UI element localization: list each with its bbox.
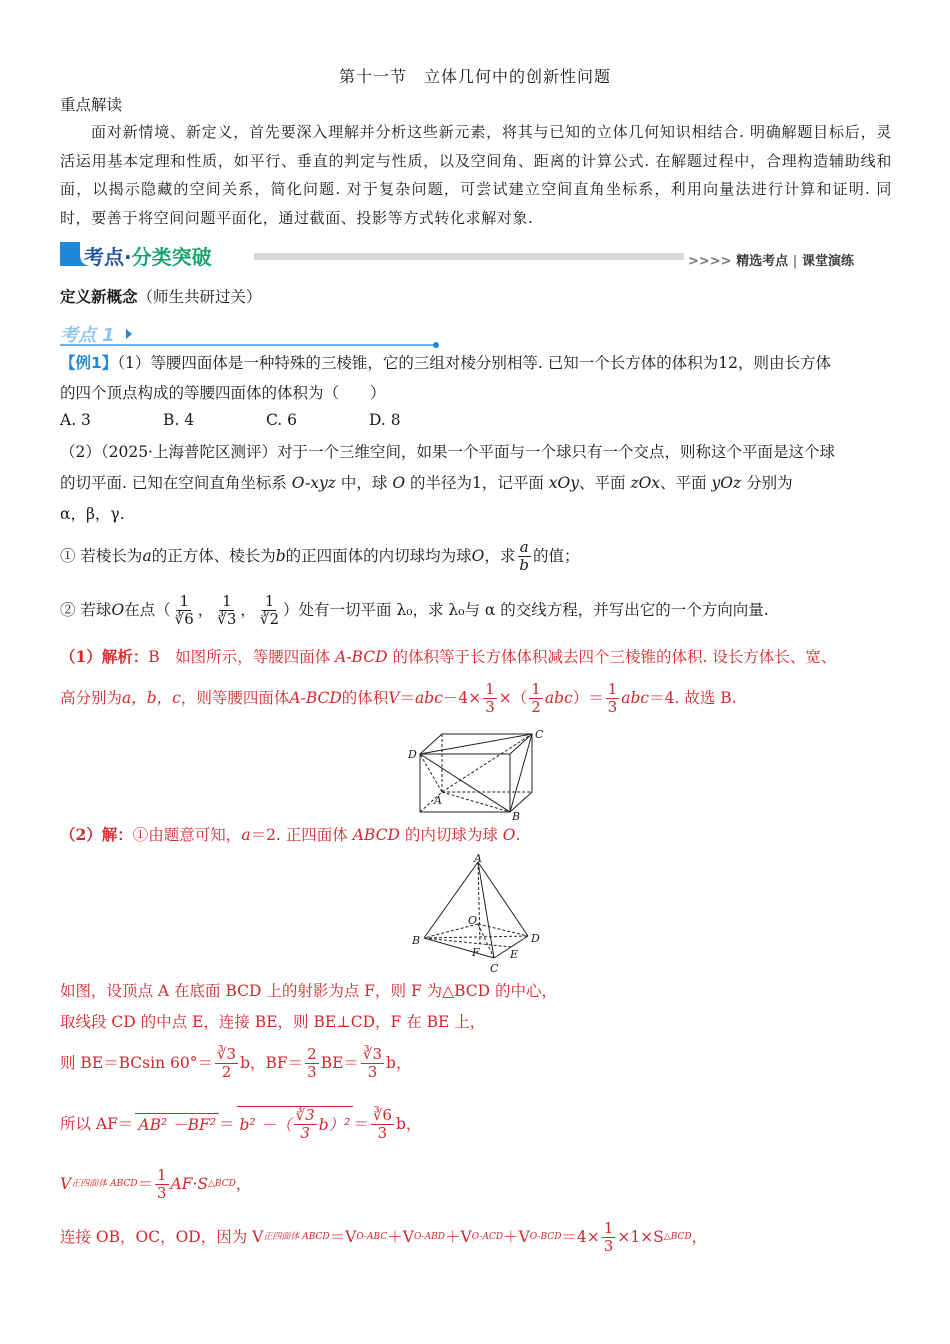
frac-den: 3 [367,1062,378,1081]
t: ＋V [387,1228,414,1246]
fraction [173,593,196,628]
t: abc [544,689,573,707]
t: O-ABC [356,1232,388,1242]
t: ×1×S [617,1228,664,1246]
fraction [258,593,281,628]
example-p1-line1 [60,352,900,374]
t: V [388,689,400,707]
frac-den: 3 [300,1124,310,1142]
page-title: 第十一节 立体几何中的创新性问题 [338,67,611,86]
kaodian-badge [60,321,440,351]
kaodian-dot [433,342,439,348]
fraction [371,1107,394,1142]
fraction [215,593,238,628]
frac-num: 1 [264,591,275,610]
t: b， [395,1115,422,1133]
t: ）＝ [572,689,604,707]
fraction [483,681,497,716]
frac-den: 3 [156,1183,167,1202]
t: . [515,826,521,844]
option-d: D. 8 [369,411,401,429]
t: ABCD [352,826,400,844]
sqrt-expression-2 [237,1106,354,1142]
t: 的切平面. 已知在空间直角坐标系 [60,474,292,492]
solution-1-line1 [60,646,900,668]
tetra-edge-dc [420,734,532,754]
t: ＝2. 正四面体 [250,826,353,844]
fraction [602,1220,616,1255]
t: b² －（ [239,1115,292,1134]
t: ，则等腰四面体 [180,689,290,707]
t: 的内切球为球 [399,826,503,844]
solution-line-3 [60,1040,900,1086]
banner-right-a: 精选考点 [736,254,789,269]
t: 则 BE＝BCsin 60°＝ [60,1054,213,1072]
frac-den: ∛2 [259,609,280,628]
edge-bd-hidden [424,936,528,938]
edge-ad [478,862,528,936]
option-c: C. 6 [266,411,298,429]
t: 的体积 [341,689,389,707]
frac-den: 3 [377,1123,388,1142]
frac-den: 3 [307,1062,317,1081]
label-d: D [408,748,417,761]
t: 中，球 [335,474,393,492]
solution-label: （1）解析： [60,647,149,666]
label-d: D [531,932,540,945]
t: 高分别为 [60,689,123,707]
t: BE＝ [320,1054,359,1072]
fraction [606,681,620,716]
t: ，求 [484,547,516,565]
t: ）处有一切平面 λ₀，求 λ₀与 α 的交线方程，并写出它的一个方向向量. [283,601,769,619]
fraction-a-over-b [517,539,531,574]
example-p2-line2 [60,472,900,494]
t: ① 若棱长为 [60,547,143,565]
frac-num: ∛3 [362,1044,383,1063]
option-b: B. 4 [163,411,195,429]
t: ＝V [329,1228,357,1246]
frac-den: b [519,555,529,574]
t: ＝ [218,1115,235,1133]
label-a: A [474,852,482,865]
t: ＋V [503,1228,530,1246]
section-heading-note: （师生共研过关） [137,288,262,306]
fraction [305,1046,319,1081]
solution-1-line2 [60,676,900,720]
example-p1-line2: 的四个顶点构成的等腰四面体的体积为（ ） [60,384,386,402]
frac-num: ∛3 [295,1106,315,1124]
t: 、平面 [579,474,631,492]
label-o: O [468,914,478,927]
t: b）² [318,1115,351,1134]
frac-den: 3 [607,697,618,716]
t: AF·S [170,1175,209,1193]
intro-body: 面对新情境、新定义，首先要深入理解并分析这些新元素，将其与已知的立体几何知识相结合. 明确解题目标后，灵活运用基本定理和性质，如平行、垂直的判定与性质，以及空间角、距离的计算公式. 在解题过程中，合理构造辅助线和面，以揭示隐藏的空间关系，简化问题. 对于复杂问题，可尝试建立空间直角坐标系，利用向量法进行计算和证明. 同时，要善于将空间问题平面化，通过截面、投影等方式转化求解对象. [60,123,892,227]
t: O [502,826,516,844]
frac-num: 1 [485,679,495,698]
t: ＋V [445,1228,472,1246]
t: ， [691,1228,708,1246]
label-c: C [535,728,544,741]
banner-title-b: 分类突破 [131,245,212,269]
t: yOz [711,474,742,492]
banner-right-b: 课堂演练 [801,254,854,269]
t: △BCD [663,1232,692,1242]
label-b: B [412,934,421,947]
banner-right-sep: | [792,254,798,269]
t: ×（ [498,689,528,707]
banner-arrows: >>>> [688,254,732,269]
figure-cuboid [400,726,550,822]
t: B 如图所示，等腰四面体 [148,648,336,666]
fraction [155,1167,169,1202]
intro-heading: 重点解读 [60,96,123,114]
t: 的值； [533,547,580,565]
frac-num: ∛6 [372,1105,392,1124]
kaodian-arrow-icon [126,329,132,339]
t: 在点（ [124,601,171,619]
t: ＝ [137,1175,153,1193]
frac-den: ∛6 [174,609,194,628]
t: AB² －BF² [138,1115,216,1134]
frac-num: 2 [307,1044,317,1063]
solution-line-4 [60,1098,900,1150]
frac-num: 1 [531,679,541,698]
label-c: C [490,962,499,975]
example-p2-line3: α，β，γ. [60,505,125,523]
frac-den: 2 [531,697,541,716]
t: O-ABD [413,1232,446,1242]
t: O-ACD [471,1232,504,1242]
t: a，b，c [122,689,181,707]
t: b [275,547,286,565]
section-banner [58,240,888,272]
t: A-BCD [335,648,388,666]
frac-num: ∛3 [216,1044,237,1063]
t: ＝4. 故选 B. [649,689,737,707]
t: 的体积等于长方体体积减去四个三棱锥的体积. 设长方体长、宽、 [387,648,837,666]
sqrt-expression-1 [135,1113,219,1136]
t: b， [386,1054,412,1072]
t: 、平面 [660,474,712,492]
banner-title-a: 考点· [84,245,132,269]
t: abc [621,689,650,707]
t: ＝ [353,1115,369,1133]
kaodian-label: 考点 1 [60,325,115,346]
label-a: A [434,794,442,807]
solution-line-6 [60,1214,900,1260]
t: 连接 OB，OC，OD，因为 V [60,1228,264,1246]
frac-num: 1 [179,591,189,610]
t: a [142,547,152,565]
t: ＝ [399,689,416,707]
t: a [241,826,251,844]
kaodian-graphic [60,321,440,351]
solution-line-5 [60,1162,900,1206]
frac-den: ∛3 [217,609,237,628]
solution-2-line1 [60,824,900,846]
label-e: E [510,948,519,961]
example-p1-text1: （1）等腰四面体是一种特殊的三棱锥，它的三组对棱分别相等. 已知一个长方体的体积为12，则由长方体 [117,354,831,372]
fraction [529,681,543,716]
t: b，BF＝ [240,1054,304,1072]
label-b: B [512,810,521,822]
t: xOy [548,474,579,492]
t: 的半径为1，记平面 [405,474,549,492]
t: zOx [630,474,661,492]
t: 的正方体、棱长为 [151,547,276,565]
figure-tetrahedron [408,852,548,976]
edge-bc [424,938,494,958]
t: －4× [442,689,482,707]
t: O [111,601,125,619]
t: 所以 AF＝ [60,1115,134,1133]
question-2: ② 若球 O 在点（ $\frac{1}{∛6}$ ， $\frac{1}{∛3}$ ， $\frac{1}{∛2}$ ）处有一切平面 λ₀，求 λ₀与 α 的交线方程，并写出它的一个方向向量. [60,591,769,628]
fraction [361,1046,384,1081]
coord-system: O-xyz [291,474,336,492]
segment-od [478,924,528,936]
solution-line-2: 取线段 CD 的中点 E，连接 BE，则 BE⊥CD，F 在 BE 上， [60,1013,486,1031]
t: abc [415,689,443,707]
t: ② 若球 [60,601,112,619]
frac-num: 1 [156,1165,167,1184]
section-heading [60,285,262,307]
banner-rule [254,253,684,260]
t: ＝4× [561,1228,600,1246]
t: O [471,547,485,565]
frac-num: 1 [603,1218,614,1237]
solution-line-1: 如图，设顶点 A 在底面 BCD 上的射影为点 F，则 F 为△BCD 的中心， [60,982,557,1000]
median-be [424,938,511,947]
frac-num: 1 [222,591,232,610]
t: 的正四面体的内切球均为球 [285,547,472,565]
t: V [60,1175,72,1193]
frac-den: 3 [485,697,495,716]
t: 正四面体 ABCD [71,1179,138,1189]
frac-num: 1 [607,679,618,698]
t: ， [235,1175,252,1193]
fraction [294,1107,317,1142]
example-p2-line1: （2）（2025·上海普陀区测评）对于一个三维空间，如果一个平面与一个球只有一个交点，则称这个平面是这个球 [60,443,835,461]
solution-label: （2）解： [60,825,133,844]
t: △BCD [208,1179,236,1189]
t: ①由题意可知， [132,826,242,844]
tetra-edge-ab [442,792,510,812]
example-tag: 【例1】 [60,354,118,372]
option-a: A. 3 [60,411,91,429]
t: O-BCD [529,1232,562,1242]
label-f: F [472,946,480,959]
tetra-edge-ad [420,754,442,792]
t: A-BCD [289,689,342,707]
section-heading-bold: 定义新概念 [60,288,138,306]
question-1 [60,536,900,576]
frac-num: a [519,537,529,556]
t: 正四面体 ABCD [263,1232,330,1242]
t: 分别为 [741,474,793,492]
fraction [215,1046,238,1081]
frac-den: 3 [603,1236,614,1255]
frac-den: 2 [221,1062,232,1081]
t: O [392,474,406,492]
